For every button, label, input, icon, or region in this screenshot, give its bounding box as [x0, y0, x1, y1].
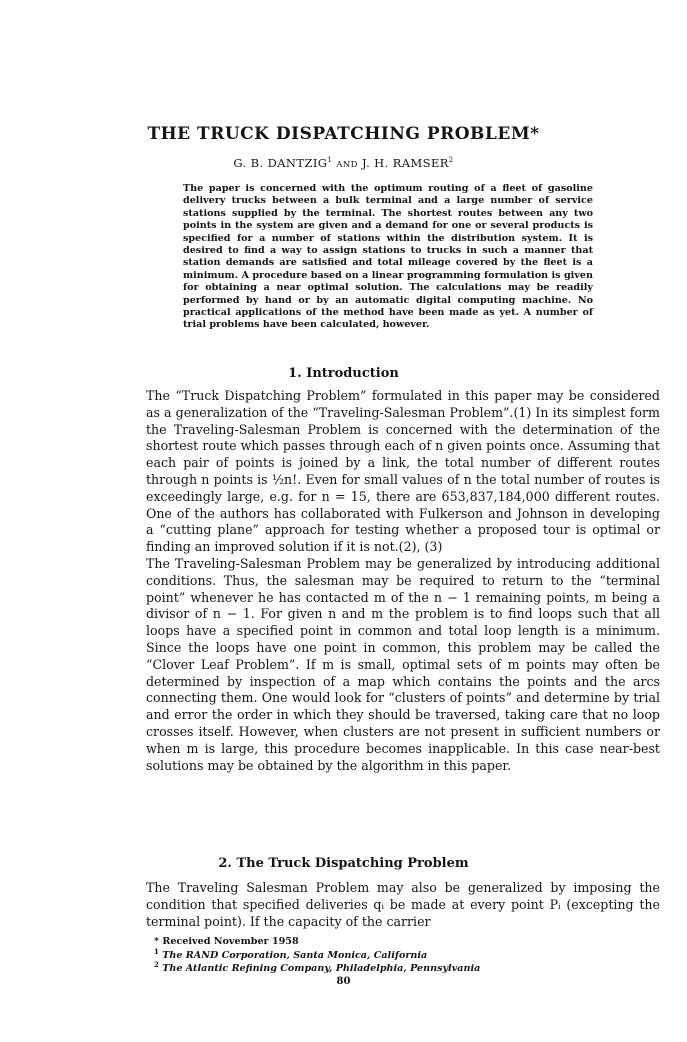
page-number: 80	[336, 976, 351, 987]
footnotes	[154, 935, 634, 976]
author-footnote-mark-2: 2	[448, 156, 454, 165]
footnote-2	[154, 959, 634, 976]
paragraph: The Traveling-Salesman Problem may be generalized by introducing additional conditions. Thus, the salesman may be required to return to the “terminal point” whenever he has contacted m of the n − 1 remaining points, m being a divisor of n − 1. For given n and m the problem is to find loops such that all loops have a specified point in common and total loop length is a minimum. Since the loops have one point in common, this problem may be called the “Clover Leaf Problem”. If m is small, optimal sets of m points may often be determined by inspection of a map which contains the points and the arcs connecting them. One would look for “clusters of points” and determine by trial and error the order in which they should be traversed, taking care that no loop crosses itself. However, when clusters are not present in sufficient numbers or when m is large, this procedure becomes inapplicable. In this case near-best solutions may be obtained by the algorithm in this paper.	[146, 555, 660, 773]
abstract: The paper is concerned with the optimum routing of a fleet of gasoline delivery trucks between a bulk terminal and a large number of service stations supplied by the terminal. The shortest routes between any two points in the system are given and a demand for one or several products is specified for a number of stations within the distribution system. It is desired to find a way to assign stations to trucks in such a manner that station demands are satisfied and total mileage covered by the fleet is a minimum. A procedure based on a linear programming formulation is given for obtaining a near optimal solution. The calculations may be readily performed by hand or by an automatic digital computing machine. No practical applications of the method have been made as yet. A number of trial problems have been calculated, however.	[183, 183, 593, 331]
author-ramser: J. H. RAMSER	[361, 156, 449, 170]
paragraph: The Traveling Salesman Problem may also be generalized by imposing the condition that specified deliveries qᵢ be made at every point Pᵢ (excepting the terminal point). If the capacity of the carrier	[146, 880, 660, 929]
author-conjunction: AND	[336, 160, 358, 170]
section-heading-introduction: 1. Introduction	[288, 366, 399, 381]
footnote-1-mark: 1	[154, 946, 159, 956]
paper-title: THE TRUCK DISPATCHING PROBLEM*	[147, 124, 540, 144]
footnote-2-text: The Atlantic Refining Company, Philadelphia, Pennsylvania	[162, 963, 481, 974]
footnote-1	[154, 946, 634, 963]
section-heading-truck-dispatching: 2. The Truck Dispatching Problem	[218, 856, 469, 871]
footnote-received: * Received November 1958	[154, 936, 299, 947]
introduction-body	[146, 388, 660, 774]
paragraph: The “Truck Dispatching Problem” formulated in this paper may be considered as a generalization of the “Traveling-Salesman Problem”.(1) In its simplest form the Traveling-Salesman Problem is concerned with the determination of the shortest route which passes through each of n given points once. Assuming that each pair of points is joined by a link, the total number of different routes through n points is ½n!. Even for small values of n the total number of routes is exceedingly large, e.g. for n = 15, there are 653,837,184,000 different routes. One of the authors has collaborated with Fulkerson and Johnson in developing a “cutting plane” approach for testing whether a proposed tour is optimal or finding an improved solution if it is not.(2), (3)	[146, 388, 660, 555]
truck-dispatching-body	[146, 880, 660, 930]
footnote-1-text: The RAND Corporation, Santa Monica, California	[162, 949, 428, 961]
author-dantzig: G. B. DANTZIG	[233, 156, 328, 170]
footnote-2-mark: 2	[154, 959, 159, 969]
author-footnote-mark-1: 1	[327, 156, 333, 165]
author-line	[0, 156, 687, 170]
